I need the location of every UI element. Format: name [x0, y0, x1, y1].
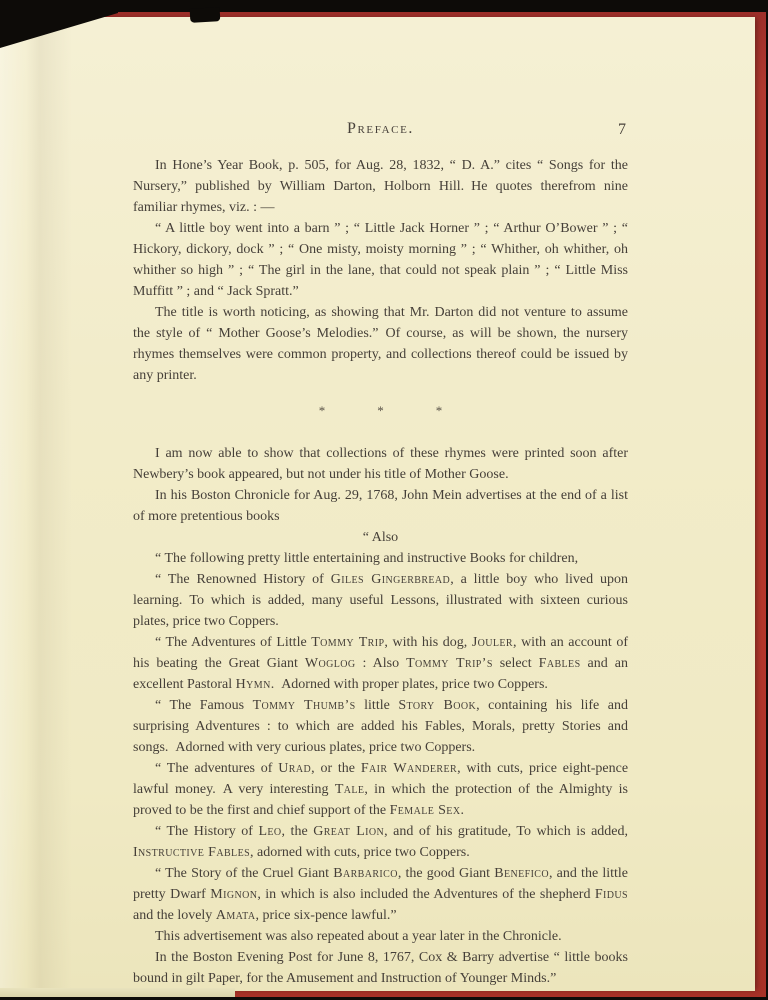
paragraph: The title is worth noticing, as showing that Mr. Darton did not venture to assume the style of “ Mother Goose’s Melodies.” Of course, as will be shown, the nursery rhymes themselves were common property, and collections thereof could be issued by any printer. — [133, 305, 628, 383]
paragraph: “ The History of Leo, the Great Lion, and of his gratitude, To which is added, Instructive Fables, adorned with cuts, price two Coppers. — [133, 824, 629, 860]
page-header — [133, 120, 628, 140]
paragraph: “ The adventures of Urad, or the Fair Wanderer, with cuts, price eight-pence lawful money. A very interesting Tale, in which the protection of the Almighty is proved to be the first and chief support of the Female Sex. — [133, 761, 629, 818]
paragraph: I am now able to show that collections of these rhymes were printed soon after Newbery’s book appeared, but not under his title of Mother Goose. — [133, 446, 628, 482]
asterisk-separator: * * * — [318, 403, 443, 418]
paragraph: “ The Renowned History of Giles Gingerbread, a little boy who lived upon learning. To which is added, many useful Lessons, illustrated with sixteen curious plates, price two Coppers. — [133, 572, 629, 629]
paragraph: This advertisement was also repeated about a year later in the Chronicle. — [155, 929, 562, 944]
paragraph: “ Also — [362, 530, 399, 545]
page-sheet — [0, 17, 755, 991]
paragraph: “ The Story of the Cruel Giant Barbarico, the good Giant Benefico, and the little pretty Dwarf Mignon, in which is also included the Adventures of the shepherd Fidus and the lovely Amata, price six-pence lawful.” — [133, 866, 628, 923]
binding-notch — [190, 7, 221, 23]
page-number: 7 — [618, 121, 626, 138]
paragraph: In the Boston Evening Post for June 8, 1767, Cox & Barry advertise “ little books bound in gilt Paper, for the Amusement and Instruction of Younger Minds.” — [133, 950, 628, 986]
paragraph: “ The following pretty little entertaining and instructive Books for children, — [155, 551, 579, 566]
text-block — [133, 155, 628, 989]
paragraph: In his Boston Chronicle for Aug. 29, 1768, John Mein advertises at the end of a list of more pretentious books — [133, 488, 628, 524]
page-title: Preface. — [346, 120, 415, 137]
paragraph: “ The Adventures of Little Tommy Trip, with his dog, Jouler, with an account of his beating the Great Giant Woglog : Also Tommy Trip’s select Fables and an excellent Pastoral Hymn. Adorned with proper plates, price two Coppers. — [133, 635, 628, 692]
page-edge — [0, 988, 235, 997]
paragraph: “ A little boy went into a barn ” ; “ Little Jack Horner ” ; “ Arthur O’Bower ” ; “ Hickory, dickory, dock ” ; “ One misty, moisty morning ” ; “ Whither, oh whither, oh whither so high ” ; “ The girl in the lane, that could not speak plain ” ; “ Little Miss Muffitt ” ; and “ Jack Spratt.” — [133, 221, 628, 299]
paragraph: In Hone’s Year Book, p. 505, for Aug. 28, 1832, “ D. A.” cites “ Songs for the Nursery,” published by William Darton, Holborn Hill. He quotes therefrom nine familiar rhymes, viz. : — — [133, 158, 628, 215]
paragraph: “ The Famous Tommy Thumb’s little Story Book, containing his life and surprising Adventures : to which are added his Fables, Morals, pretty Stories and songs. Adorned with very curious plates, price two Coppers. — [133, 698, 628, 755]
